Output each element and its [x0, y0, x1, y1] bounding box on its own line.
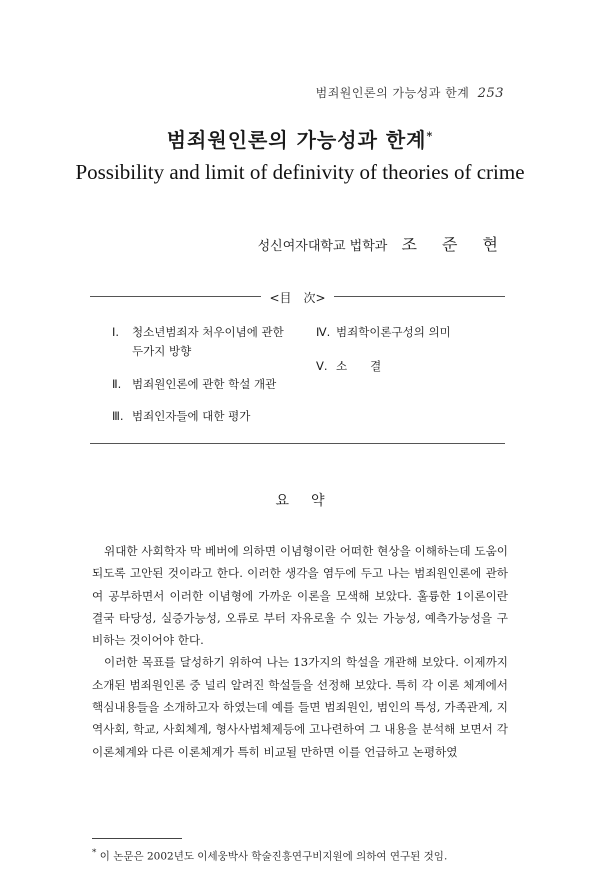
toc-item: [112, 407, 250, 426]
summary-paragraph: 이러한 목표를 달성하기 위하여 나는 13가지의 학설을 개관해 보았다. 이제까지 소개된 범죄원인론 중 널리 알려진 학설들을 선정해 보았다. 특히 각 이론 체계에서 핵심내용들을 소개하고자 하였는데 예를 들면 범죄원인, 범인의 특성, 가족관계, 지역사회, 학교, 사회체계, 형사사법체제등에 고나련하여 그 내용을 분석해 보면서 각 이론체계와 다른 이론체계가 특히 비교될 만하면 이를 언급하고 논평하였: [92, 655, 508, 759]
toc-item-text: 소 결: [336, 359, 382, 373]
running-head: [316, 84, 504, 101]
toc-item-number: Ⅳ.: [316, 325, 331, 339]
summary-paragraph: 위대한 사회학자 막 베버에 의하면 이념형이란 어떠한 현상을 이해하는데 도움이 되도록 고안된 것이라고 한다. 이러한 생각을 염두에 두고 나는 범죄원인론에 관하여 공부하면서 이러한 이념형에 가까운 이론을 모색해 보았다. 훌륭한 1이론이란 결국 타당성, 실증가능성, 오류로 부터 자유로울 수 있는 가능성, 예측가능성을 구비하는 것이어야 한다.: [92, 544, 508, 648]
footnote-divider: [92, 838, 182, 839]
title-footnote-mark: *: [426, 129, 434, 143]
footnote-mark: *: [92, 848, 97, 858]
toc-item-text: 범죄학이론구성의 의미: [336, 325, 451, 339]
footnote-text: 이 논문은 2002년도 이세웅박사 학술진흥연구비지원에 의하여 연구된 것임.: [99, 850, 448, 863]
paper-title-english: Possibility and limit of definivity of theories of crime: [75, 160, 525, 184]
author-name: 조 준 현: [401, 235, 508, 254]
toc-item-text: 청소년범죄자 처우이념에 관한: [132, 325, 284, 339]
toc-heading: <目 次>: [261, 291, 333, 305]
paper-title-korean: [0, 124, 600, 153]
summary-body: [92, 540, 508, 763]
author-line: [258, 232, 508, 255]
toc-item-number: Ⅴ.: [316, 359, 328, 373]
summary-heading: 요약: [275, 493, 347, 509]
footnote: [92, 848, 447, 864]
running-title: 범죄원인론의 가능성과 한계: [315, 86, 470, 100]
toc-item-number: Ⅲ.: [112, 409, 124, 423]
toc-item: [316, 357, 381, 376]
toc-item-text-cont: 두가지 방향: [132, 344, 192, 358]
toc-item: [112, 323, 284, 361]
page-number: 253: [477, 86, 504, 101]
toc-item-number: Ⅰ.: [112, 325, 120, 339]
toc-item-text: 범죄인자들에 대한 평가: [132, 409, 251, 423]
title-text: 범죄원인론의 가능성과 한계: [166, 128, 427, 152]
toc-item-number: Ⅱ.: [112, 377, 122, 391]
toc-item: [316, 323, 451, 342]
author-affiliation: 성신여자대학교 법학과: [257, 239, 388, 254]
toc-item-text: 범죄원인론에 관한 학설 개관: [132, 377, 277, 391]
toc-item: [112, 375, 276, 394]
toc-heading-wrap: [90, 287, 505, 306]
table-of-contents: [90, 291, 505, 444]
